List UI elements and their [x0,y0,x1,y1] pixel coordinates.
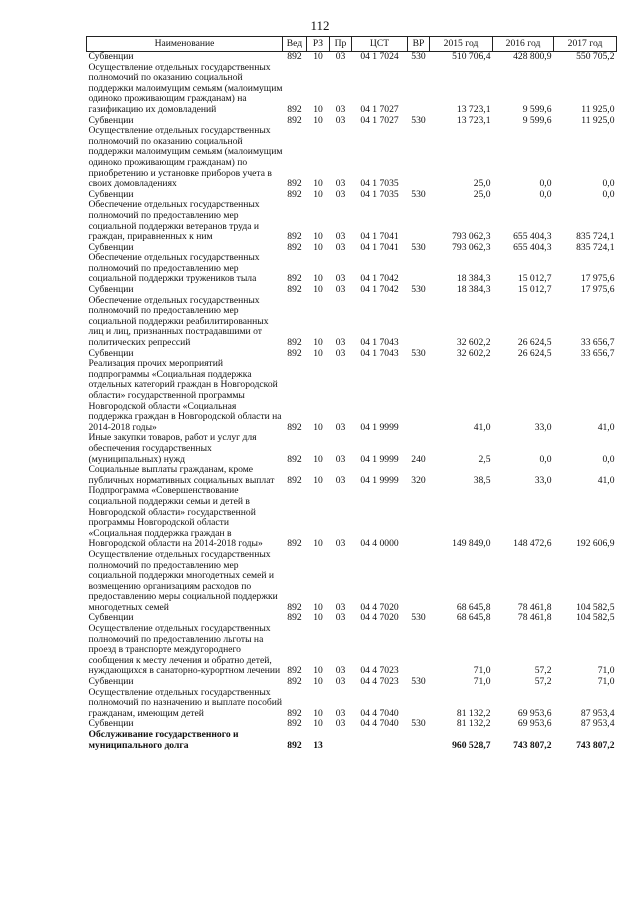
cell-cst: 04 1 7043 [360,337,399,349]
cell-2016: 428 800,9 [513,51,552,62]
cell-pr: 03 [335,601,346,613]
cell-cst: 04 4 0000 [360,538,399,550]
cell-name: Иные закупки товаров, работ и услуг для обеспечения государственных (муниципальных) нужд [88,432,257,465]
table-row [87,126,617,190]
cell-ved: 892 [287,601,302,613]
header-vr: ВР [408,37,430,52]
cell-2016: 69 953,6 [517,718,552,730]
cell-vr [408,253,430,285]
cell-2017: 17 975,6 [580,273,615,285]
cell-cst: 04 4 7020 [360,612,399,624]
cell-pr: 03 [335,347,346,359]
cell-ved: 892 [287,51,302,62]
table-body [87,52,617,752]
header-cst: ЦСТ [352,37,408,52]
cell-name: Субвенции [88,51,134,62]
cell-vr: 530 [411,718,426,730]
cell-cst: 04 1 7024 [360,51,399,62]
cell-2015: 25,0 [473,178,491,190]
cell-name: Обслуживание государственного и муниципального долга [88,729,239,751]
cell-2016: 0,0 [539,453,552,465]
cell-2017: 33 656,7 [580,347,615,359]
cell-pr: 03 [335,676,346,688]
cell-2016: 0,0 [539,188,552,200]
cell-rz: 10 [313,676,323,688]
cell-2016: 26 624,5 [517,347,552,359]
cell-2017: 104 582,5 [576,601,615,613]
cell-2017: 835 724,1 [576,231,615,243]
table-row [87,550,617,614]
page-number: 112 [310,18,330,33]
cell-2016: 9 599,6 [522,103,552,115]
cell-ved: 892 [287,474,302,486]
cell-rz: 10 [313,665,323,677]
cell-2017: 87 953,4 [580,718,615,730]
cell-cst: 04 4 7040 [360,707,399,719]
cell-2015: 2,5 [478,453,491,465]
cell-2016: 57,2 [534,676,552,688]
cell-2016: 69 953,6 [517,707,552,719]
cell-ved: 892 [287,284,302,296]
cell-vr [408,63,430,116]
cell-pr: 03 [335,231,346,243]
cell-cst: 04 1 7027 [360,114,399,126]
table-row [87,730,617,751]
cell-2015: 960 528,7 [452,739,491,751]
header-ved: Вед [283,37,307,52]
cell-cst: 04 4 7040 [360,718,399,730]
cell-cst: 04 4 7023 [360,665,399,677]
cell-pr: 03 [335,241,346,253]
cell-2016: 655 404,3 [513,231,552,243]
cell-vr [408,126,430,190]
cell-2015: 32 602,2 [456,337,491,349]
cell-name: Осуществление отдельных государственных полномочий по назначению и выплате пособий гражданам, имеющим детей [88,686,283,719]
cell-name: Обеспечение отдельных государственных полномочий по предоставлению мер социальной поддержки тружеников тыла [88,252,260,285]
cell-name: Реализация прочих мероприятий подпрограммы «Социальная поддержка отдельных категорий граждан в Новгородской области» государственной программы Новгородской области «Социальная поддержка граждан в Новгородской области на 2014-2018 годы» [88,358,282,433]
cell-2017: 104 582,5 [576,612,615,624]
cell-2015: 18 384,3 [456,273,491,285]
cell-pr: 03 [335,718,346,730]
cell-2017: 11 925,0 [581,103,615,115]
header-name: Наименование [87,37,283,52]
cell-vr: 530 [411,676,426,688]
table-row [87,465,617,486]
cell-ved: 892 [287,188,302,200]
cell-ved: 892 [287,347,302,359]
cell-name: Субвенции [88,114,134,126]
cell-name: Осуществление отдельных государственных полномочий по предоставлению мер социальной поддержки многодетных семей и возмещению организациям расходов по предоставлению меры социальной поддержки многодетных семей [88,548,278,613]
cell-cst: 04 1 7041 [360,231,399,243]
cell-rz: 10 [313,337,323,349]
header-2015: 2015 год [430,37,493,52]
cell-vr [408,688,430,720]
cell-pr: 03 [335,178,346,190]
cell-2015: 41,0 [473,421,491,433]
cell-2016: 33,0 [534,474,552,486]
header-rz: РЗ [307,37,330,52]
cell-cst: 04 1 9999 [360,453,399,465]
cell-vr [408,200,430,242]
cell-rz: 10 [313,601,323,613]
cell-name: Подпрограмма «Совершенствование социальной поддержки семьи и детей в Новгородской области» государственной программы Новгородской области «Социальная поддержка граждан в Новгородской области на 2014-2018 годы» [88,485,263,550]
cell-ved: 892 [287,665,302,677]
cell-cst: 04 1 7042 [360,273,399,285]
cell-cst: 04 1 7041 [360,241,399,253]
cell-2015: 149 849,0 [452,538,491,550]
table-row [87,52,617,63]
cell-rz: 10 [313,718,323,730]
cell-vr: 530 [411,347,426,359]
cell-2015: 71,0 [473,676,491,688]
cell-ved: 892 [287,337,302,349]
cell-2015: 25,0 [473,188,491,200]
cell-2016: 33,0 [534,421,552,433]
cell-2016: 78 461,8 [517,612,552,624]
cell-rz: 10 [313,188,323,200]
cell-2015: 38,5 [473,474,491,486]
cell-ved: 892 [287,453,302,465]
cell-2015: 32 602,2 [456,347,491,359]
cell-rz: 10 [313,347,323,359]
cell-cst: 04 1 9999 [360,421,399,433]
table-row [87,296,617,349]
cell-pr: 03 [335,421,346,433]
cell-2017: 41,0 [597,474,615,486]
cell-2016: 148 472,6 [513,538,552,550]
cell-name: Субвенции [88,676,134,688]
cell-cst: 04 1 9999 [360,474,399,486]
table-header [87,37,617,52]
table-row [87,486,617,550]
cell-2017: 71,0 [597,676,615,688]
cell-2015: 81 132,2 [456,718,491,730]
cell-name: Обеспечение отдельных государственных полномочий по предоставлению мер социальной поддержки ветеранов труда и граждан, приравненных к ним [88,199,260,243]
cell-name: Субвенции [88,718,134,730]
cell-2016: 655 404,3 [513,241,552,253]
header-pr: Пр [330,37,352,52]
cell-ved: 892 [287,178,302,190]
cell-cst [352,730,408,751]
cell-name: Осуществление отдельных государственных полномочий по предоставлению льготы на проезд в транспорте междугороднего сообщения к месту лечения и обратно детей, нуждающихся в санаторно-курортном лечении [88,623,281,677]
cell-2015: 793 062,3 [452,231,491,243]
cell-2015: 71,0 [473,665,491,677]
cell-2016: 78 461,8 [517,601,552,613]
cell-pr: 03 [335,114,346,126]
cell-ved: 892 [287,231,302,243]
cell-rz: 10 [313,453,323,465]
cell-ved: 892 [287,421,302,433]
cell-rz: 10 [313,51,323,62]
cell-2017: 192 606,9 [576,538,615,550]
cell-rz: 10 [313,103,323,115]
cell-cst: 04 1 7042 [360,284,399,296]
cell-ved: 892 [287,273,302,285]
cell-vr: 530 [411,188,426,200]
cell-vr: 530 [411,51,426,62]
cell-2016: 15 012,7 [517,273,552,285]
cell-rz: 10 [313,114,323,126]
cell-vr [408,359,430,433]
cell-name: Обеспечение отдельных государственных полномочий по предоставлению мер социальной поддержки реабилитированных лиц и лиц, признанных пострадавшими от политических репрессий [88,294,269,349]
table-row [87,63,617,116]
cell-2017: 33 656,7 [580,337,615,349]
cell-2017: 835 724,1 [576,241,615,253]
cell-vr [408,550,430,614]
cell-name: Субвенции [88,612,134,624]
cell-ved: 892 [287,739,302,751]
cell-2017: 550 705,2 [576,51,615,62]
cell-ved: 892 [287,718,302,730]
cell-vr: 530 [411,284,426,296]
cell-2015: 68 645,8 [456,601,491,613]
cell-ved: 892 [287,707,302,719]
cell-2015: 81 132,2 [456,707,491,719]
cell-rz: 10 [313,241,323,253]
cell-2015: 13 723,1 [456,103,491,115]
cell-cst: 04 1 7043 [360,347,399,359]
table-row [87,359,617,433]
cell-rz: 10 [313,273,323,285]
cell-pr [330,730,352,751]
cell-ved: 892 [287,538,302,550]
cell-vr [408,624,430,677]
cell-vr [408,730,430,751]
cell-2015: 13 723,1 [456,114,491,126]
cell-pr: 03 [335,707,346,719]
cell-2017: 17 975,6 [580,284,615,296]
cell-pr: 03 [335,51,346,62]
cell-rz: 10 [313,284,323,296]
cell-2017: 87 953,4 [580,707,615,719]
cell-pr: 03 [335,284,346,296]
cell-2016: 57,2 [534,665,552,677]
cell-name: Субвенции [88,284,134,296]
budget-table [86,36,617,751]
cell-vr [408,296,430,349]
table-row [87,433,617,465]
cell-ved: 892 [287,103,302,115]
cell-rz: 10 [313,231,323,243]
cell-pr: 03 [335,612,346,624]
cell-ved: 892 [287,241,302,253]
cell-2016: 0,0 [539,178,552,190]
cell-2017: 71,0 [597,665,615,677]
cell-pr: 03 [335,188,346,200]
table-row [87,253,617,285]
cell-vr: 530 [411,241,426,253]
cell-vr: 530 [411,114,426,126]
cell-pr: 03 [335,453,346,465]
cell-ved: 892 [287,612,302,624]
cell-2015: 793 062,3 [452,241,491,253]
cell-name: Социальные выплаты гражданам, кроме публичных нормативных социальных выплат [88,464,275,486]
cell-2015: 68 645,8 [456,612,491,624]
cell-rz: 10 [313,538,323,550]
cell-2017: 0,0 [602,453,615,465]
cell-vr: 240 [411,453,426,465]
cell-cst: 04 1 7027 [360,103,399,115]
table-row [87,688,617,720]
cell-ved: 892 [287,114,302,126]
cell-name: Субвенции [88,347,134,359]
cell-pr: 03 [335,103,346,115]
cell-name: Осуществление отдельных государственных полномочий по оказанию социальной поддержки малоимущим семьям (малоимущим одиноко проживающим гражданам) на газификацию их домовладений [88,61,283,115]
cell-2017: 11 925,0 [581,114,615,126]
cell-2016: 26 624,5 [517,337,552,349]
cell-2017: 743 807,2 [576,739,615,751]
header-2016: 2016 год [493,37,554,52]
cell-name: Субвенции [88,241,134,253]
cell-ved: 892 [287,676,302,688]
cell-rz: 10 [313,707,323,719]
cell-rz: 10 [313,178,323,190]
cell-pr: 03 [335,538,346,550]
cell-2017: 0,0 [602,178,615,190]
cell-2017: 41,0 [597,421,615,433]
cell-rz: 10 [313,474,323,486]
header-2017: 2017 год [554,37,617,52]
cell-rz: 10 [313,421,323,433]
cell-pr: 03 [335,273,346,285]
cell-2017: 0,0 [602,188,615,200]
cell-2015: 510 706,4 [452,51,491,62]
cell-rz: 13 [313,739,323,751]
cell-name: Осуществление отдельных государственных полномочий по оказанию социальной поддержки малоимущим семьям (малоимущим одиноко проживающим гражданам) по приобретению и установке приборов учета в своих домовладениях [88,125,283,190]
cell-cst: 04 1 7035 [360,188,399,200]
cell-vr [408,486,430,550]
cell-2016: 15 012,7 [517,284,552,296]
table-row [87,200,617,242]
cell-2015: 18 384,3 [456,284,491,296]
cell-cst: 04 4 7023 [360,676,399,688]
cell-rz: 10 [313,612,323,624]
cell-name: Субвенции [88,188,134,200]
cell-2016: 743 807,2 [513,739,552,751]
cell-cst: 04 4 7020 [360,601,399,613]
cell-vr: 320 [411,474,426,486]
cell-pr: 03 [335,665,346,677]
cell-cst: 04 1 7035 [360,178,399,190]
table-row [87,624,617,677]
cell-2016: 9 599,6 [522,114,552,126]
cell-pr: 03 [335,337,346,349]
cell-vr: 530 [411,612,426,624]
cell-pr: 03 [335,474,346,486]
